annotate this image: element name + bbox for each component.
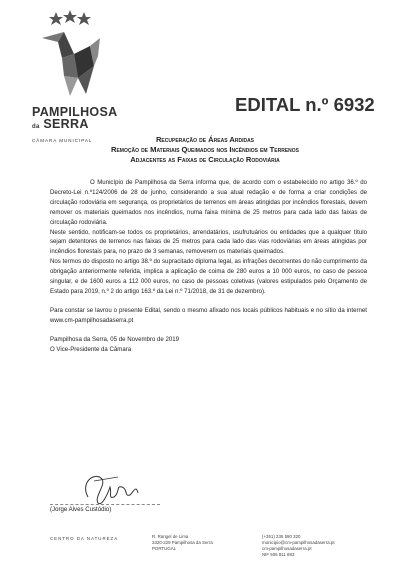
goat-logo-icon	[34, 8, 104, 103]
signature-line	[50, 504, 160, 505]
brand-serra: SERRA	[43, 117, 89, 131]
address-country: PORTUGAL	[152, 546, 177, 551]
title-line-3: Adjacentes as Faixas de Circulação Rodoviária	[130, 155, 280, 164]
date-line: Pampilhosa da Serra, 05 de Novembro de 2019	[50, 335, 180, 343]
municipal-logo	[16, 8, 126, 143]
title-line-2: Remoção de Materiais Queimados nos Incêndios em Terrenos	[110, 145, 300, 154]
paragraph-4: Para constar se lavrou o presente Edital, sendo o mesmo afixado nos locais públicos habituais e no sítio da internet www.cm-pampilhosadaserra.pt	[50, 306, 367, 324]
document-body	[50, 178, 367, 355]
address-postcode: 3320-229 Pampilhosa da Serra	[152, 540, 213, 545]
contact-phone: (+351) 235 590 320	[262, 534, 301, 539]
paragraph-1: O Município de Pampilhosa da Serra informa que, de acordo com o estabelecido no artigo 36.º do Decreto-Lei n.º124/2006 de 28 de junho, considerando a sua atual redação e de forma a criar condições de circulação rodoviária em segurança, os proprietários de terrenos em áreas atingidas por incêndios florestais, devem remover os materiais queimados nos incêndios, numa faixa mínima de 25 metros para cada lado das faixas de circulação rodoviária.	[50, 179, 367, 226]
contact-nif: NIF 506 811 883	[262, 552, 295, 557]
footer-address	[152, 534, 213, 552]
paragraph-3: Nos termos do disposto no artigo 38.º do supracitado diploma legal, as infrações decorrentes do não cumprimento da obrigação anteriormente referida, implica a aplicação de coima de 280 euros a 10 000 euros, no caso de pessoa singular, e de 1600 euros a 112 000 euros, no caso de pessoas coletivas (valores estipulados pelo Orçamento de Estado para 2019, n.º 2 do artigo 163.º da Lei n.º 71/2018, de 31 de dezembro).	[50, 258, 367, 295]
brand-da: da	[32, 124, 40, 130]
document-title	[20, 135, 390, 165]
brand-name: PAMPILHOSA	[32, 105, 118, 119]
brand-tagline: CÂMARA MUNICIPAL	[32, 138, 93, 143]
address-street: R. Rangel de Lima	[152, 534, 189, 539]
title-line-1: Recuperação de Áreas Ardidas	[155, 135, 255, 144]
contact-website: cm-pampilhosadaserra.pt	[262, 546, 312, 551]
contact-email: municipio@cm-pampilhosadaserra.pt	[262, 540, 335, 545]
signatory-name: (Jorge Alves Custódio)	[50, 506, 112, 513]
edital-number: EDITAL n.º 6932	[235, 94, 375, 115]
role-line: O Vice-Presidente da Câmara	[50, 345, 132, 353]
footer-slogan: CENTRO DA NATUREZA	[50, 536, 119, 541]
footer-contacts	[262, 534, 335, 558]
paragraph-2: Neste sentido, notificam-se todos os proprietários, arrendatários, usufrutuários ou entidades que a qualquer título sejam detentores de terrenos nas faixas de 25 metros para cada lado das vias rodoviárias em áreas atingidas por incêndios florestais para, no prazo de 3 semanas, removerem os materiais queimados.	[50, 228, 367, 256]
